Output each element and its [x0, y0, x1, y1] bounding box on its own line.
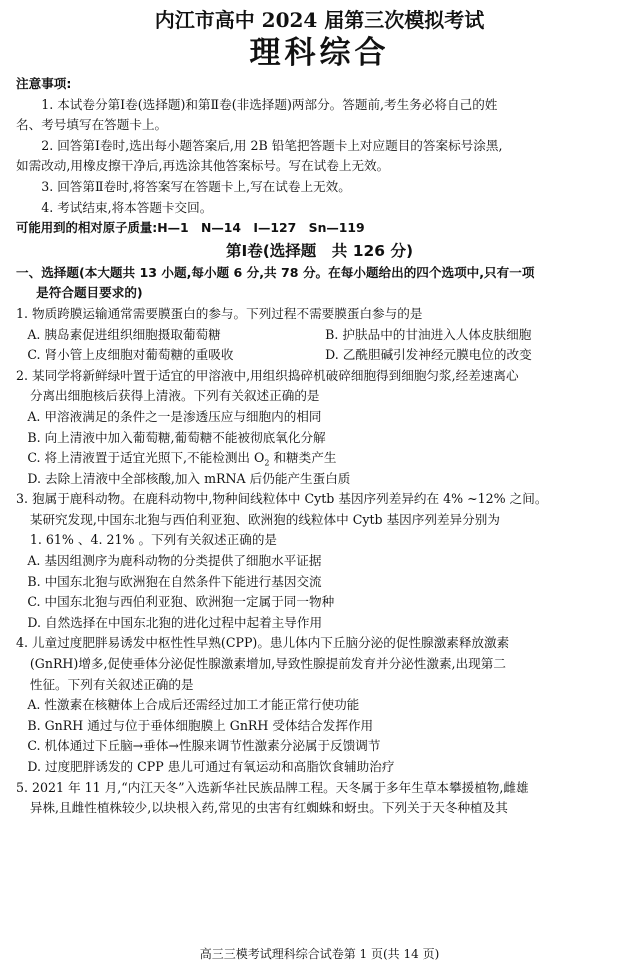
atomic-masses: 可能用到的相对原子质量:H—1 N—14 I—127 Sn—119 [16, 220, 365, 236]
question-2-option-c [16, 448, 623, 469]
question-3-option-b: B. 中国东北狍与欧洲狍在自然条件下能进行基因交流 [27, 573, 322, 589]
notice-item-2-line-2: 如需改动,用橡皮擦干净后,再选涂其他答案标号。写在试卷上无效。 [16, 158, 390, 174]
notice-item-2-line-1: 2. 回答第Ⅰ卷时,选出每小题答案后,用 2B 铅笔把答题卡上对应题目的答案标号涂黑, [41, 137, 503, 153]
exam-subject: 理科综合 [249, 35, 390, 71]
question-2-option-d: D. 去除上清液中全部核酸,加入 mRNA 后仍能产生蛋白质 [27, 470, 351, 486]
question-2-option-c-text: C. 将上清液置于适宜光照下,不能检测出 O [27, 450, 265, 466]
notice-heading: 注意事项: [16, 76, 72, 91]
page-footer: 高三三模考试理科综合试卷第 1 页(共 14 页) [199, 947, 440, 961]
question-1-option-b: B. 护肤品中的甘油进入人体皮肤细胞 [325, 326, 532, 342]
question-5-stem-line-1: 5. 2021 年 11 月,“内江天冬”入选新华社民族品牌工程。天冬属于多年生草本攀援植物,雌雄 [16, 779, 529, 795]
question-3-option-a: A. 基因组测序为鹿科动物的分类提供了细胞水平证据 [27, 553, 322, 569]
question-2-option-b: B. 向上清液中加入葡萄糖,葡萄糖不能被彻底氧化分解 [27, 429, 326, 445]
exam-title: 内江市高中 2024 届第三次模拟考试 [154, 8, 485, 32]
question-1 [16, 304, 623, 366]
notice-item-1-line-1: 1. 本试卷分第Ⅰ卷(选择题)和第Ⅱ卷(非选择题)两部分。答题前,考生务必将自己的姓 [41, 96, 498, 112]
question-5 [16, 778, 623, 819]
question-3-stem-line-3: 1. 61% 、4. 21% 。下列有关叙述正确的是 [29, 532, 278, 548]
question-1-option-a: A. 胰岛素促进组织细胞摄取葡萄糖 [27, 326, 221, 342]
question-4-option-d: D. 过度肥胖诱发的 CPP 患儿可通过有氧运动和高脂饮食辅助治疗 [27, 759, 395, 774]
question-1-options-row-1 [16, 325, 623, 346]
question-4-option-a: A. 性激素在核糖体上合成后还需经过加工才能正常行使功能 [27, 697, 360, 713]
question-1-option-c: C. 肾小管上皮细胞对葡萄糖的重吸收 [27, 347, 234, 363]
notice-item-3: 3. 回答第Ⅱ卷时,将答案写在答题卡上,写在试卷上无效。 [41, 178, 351, 194]
question-3-option-d: D. 自然选择在中国东北狍的进化过程中起着主导作用 [27, 614, 323, 630]
question-2-stem-line-2: 分离出细胞核后获得上清液。下列有关叙述正确的是 [29, 388, 320, 404]
notice-section [16, 74, 623, 218]
question-2-stem-line-1: 2. 某同学将新鲜绿叶置于适宜的甲溶液中,用组织捣碎机破碎细胞得到细胞匀浆,经差速离心 [16, 367, 519, 383]
question-1-options-row-2 [16, 345, 623, 366]
section-title: 第Ⅰ卷(选择题 共 126 分) [225, 241, 414, 260]
question-2-option-c-tail: 和糖类产生 [269, 450, 337, 466]
part-heading-line-2: 是符合题目要求的) [36, 285, 143, 301]
question-4-option-c: C. 机体通过下丘脑→垂体→性腺来调节性激素分泌属于反馈调节 [27, 738, 381, 754]
question-4-stem-line-3: 性征。下列有关叙述正确的是 [29, 676, 194, 692]
question-2-option-a: A. 甲溶液满足的条件之一是渗透压应与细胞内的相同 [27, 408, 322, 424]
question-3-option-c: C. 中国东北狍与西伯利亚狍、欧洲狍一定属于同一物种 [27, 594, 335, 610]
question-4-stem-line-1: 4. 儿童过度肥胖易诱发中枢性性早熟(CPP)。患儿体内下丘脑分泌的促性腺激素释放激素 [16, 635, 510, 651]
question-4-option-b: B. GnRH 通过与位于垂体细胞膜上 GnRH 受体结合发挥作用 [27, 717, 374, 733]
oxygen-subscript: 2 [264, 458, 270, 468]
question-1-option-d: D. 乙酰胆碱引发神经元膜电位的改变 [325, 347, 532, 363]
question-4-stem-line-2: (GnRH)增多,促使垂体分泌促性腺激素增加,导致性腺提前发育并分泌性激素,出现第二 [29, 656, 506, 672]
question-2 [16, 366, 623, 490]
part-heading-line-1: 一、选择题(本大题共 13 小题,每小题 6 分,共 78 分。在每小题给出的四个选项中,只有一项 [16, 264, 535, 280]
question-3-stem-line-1: 3. 狍属于鹿科动物。在鹿科动物中,物种间线粒体中 Cytb 基因序列差异约在 4% ~12% 之间。 [16, 491, 548, 507]
notice-item-1-line-2: 名、考号填写在答题卡上。 [16, 117, 168, 133]
notice-item-4: 4. 考试结束,将本答题卡交回。 [41, 199, 213, 215]
question-1-stem: 1. 物质跨膜运输通常需要膜蛋白的参与。下列过程不需要膜蛋白参与的是 [16, 305, 423, 321]
question-4 [16, 633, 623, 777]
question-3 [16, 489, 623, 633]
question-3-stem-line-2: 某研究发现,中国东北狍与西伯利亚狍、欧洲狍的线粒体中 Cytb 基因序列差异分别为 [29, 511, 500, 527]
question-5-stem-line-2: 异株,且雌性植株较少,以块根入药,常见的虫害有红蜘蛛和蚜虫。下列关于天冬种植及其 [29, 800, 508, 816]
